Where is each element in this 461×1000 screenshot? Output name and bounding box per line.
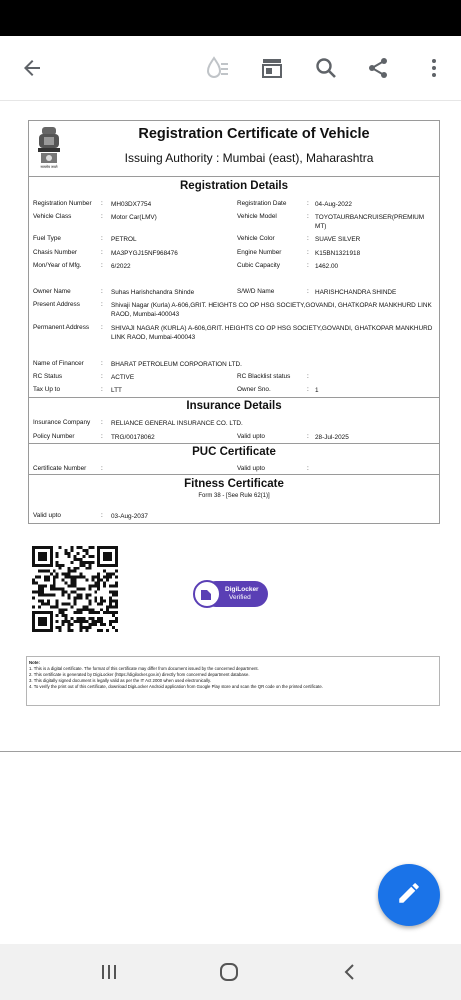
field-label: Registration Number: [33, 200, 92, 207]
note-heading: Note:: [29, 660, 40, 665]
divider: [29, 474, 439, 475]
field-label: Policy Number: [33, 433, 75, 440]
fuel-type: PETROL: [111, 236, 137, 243]
fitness-certificate-heading: Fitness Certificate: [184, 478, 284, 490]
digilocker-name: DigiLocker: [225, 586, 259, 593]
note-line: 2. This certificate is generated by DigiLocker (https://digilocker.gov.in) directly from concerned department database.: [29, 672, 250, 677]
field-label: Owner Name: [33, 288, 71, 295]
field-label: Valid upto: [237, 465, 265, 472]
app-toolbar: [0, 36, 461, 101]
recent-apps-icon[interactable]: [95, 958, 123, 986]
search-icon[interactable]: [310, 52, 342, 84]
field-label: Engine Number: [237, 249, 282, 256]
field-label: Registration Date: [237, 200, 287, 207]
field-label: Cubic Capacity: [237, 262, 280, 269]
edit-pencil-icon: [396, 880, 422, 911]
insurance-valid-upto: 28-Jul-2025: [315, 434, 349, 441]
fitness-form: Form 38 - [See Rule 62(1)]: [198, 493, 270, 499]
note-box: [26, 656, 440, 706]
registration-details-heading: Registration Details: [180, 180, 288, 192]
field-label: Owner Sno.: [237, 386, 271, 393]
more-options-icon[interactable]: [418, 52, 450, 84]
divider: [29, 443, 439, 444]
field-label: Valid upto: [33, 512, 61, 519]
field-label: Name of Financer: [33, 360, 84, 367]
note-line: 1. This is a digital certificate. The format of this certificate may differ from document issued by the concerned department.: [29, 666, 259, 671]
present-address: Shivaji Nagar (Kurla) A-606,GRIT. HEIGHTS CO OP HSG SOCIETY,GOVANDI, GHATKOPAR MANKHURD LINK RAOD, Mumbai-400043: [111, 302, 432, 318]
certificate-title: Registration Certificate of Vehicle: [138, 126, 370, 142]
policy-number: TRG/00178062: [111, 434, 155, 441]
page-view-icon[interactable]: [256, 52, 288, 84]
chasis-number: MA3PYGJ15NF968476: [111, 250, 178, 257]
insurance-details-heading: Insurance Details: [186, 400, 282, 412]
note-line: 4. To verify the print out of this certificate, download DigiLocker Android application from Google Play store and scan the QR code on the printed certificate.: [29, 684, 323, 689]
system-navigation-bar: [0, 944, 461, 1000]
engine-number: K15BN1321918: [315, 250, 361, 257]
field-label: Vehicle Color: [237, 235, 275, 242]
field-label: Permanent Address: [33, 324, 90, 331]
field-label: Insurance Company: [33, 419, 91, 426]
puc-certificate-heading: PUC Certificate: [192, 446, 276, 458]
manufacture-date: 6/2022: [111, 263, 131, 270]
vehicle-class: Motor Car(LMV): [111, 214, 157, 221]
field-label: Fuel Type: [33, 235, 61, 242]
registration-number: MH03DX7754: [111, 201, 152, 208]
status-bar: [0, 0, 461, 36]
field-label: Present Address: [33, 301, 80, 308]
field-label: Mon/Year of Mfg.: [33, 262, 82, 269]
field-label: S/W/D Name: [237, 288, 275, 295]
divider: [29, 176, 439, 177]
fitness-valid-upto: 03-Aug-2037: [111, 513, 148, 520]
home-icon[interactable]: [215, 958, 243, 986]
field-label: Chasis Number: [33, 249, 78, 256]
text-to-speech-icon[interactable]: [202, 52, 234, 84]
field-label: RC Blacklist status: [237, 373, 291, 380]
page-divider: [0, 751, 461, 752]
digilocker-verified-badge: [193, 580, 269, 608]
vehicle-color: SUAVE SILVER: [315, 236, 361, 243]
vehicle-model: TOYOTAURBANCRUISER(PREMIUM MT): [315, 214, 425, 230]
back-arrow-icon[interactable]: [16, 52, 48, 84]
share-icon[interactable]: [362, 52, 394, 84]
back-icon[interactable]: [336, 958, 364, 986]
insurance-company: RELIANCE GENERAL INSURANCE CO. LTD.: [111, 420, 243, 427]
divider: [29, 397, 439, 398]
tax-up-to: LTT: [111, 387, 122, 394]
swd-name: HARISHCHANDRA SHINDE: [315, 289, 397, 296]
field-label: Tax Up to: [33, 386, 60, 393]
field-label: Vehicle Class: [33, 213, 72, 220]
cubic-capacity: 1462.00: [315, 263, 339, 270]
note-line: 3. This digitally signed document is legally valid as per the IT Act 2000 when used electronically.: [29, 678, 212, 683]
owner-name: Suhas Harishchandra Shinde: [111, 289, 195, 296]
owner-sno: 1: [315, 387, 319, 394]
field-label: Valid upto: [237, 433, 265, 440]
registration-certificate: सत्यमेव जयते Registration Certificate of Vehicle Issuing Authority : Mumbai (east), Maharashtra Registration Details Registration Number : MH03DX7754 Registration Date : 04-Aug-2022 Vehicle Class : Motor Car(LMV) Vehicle Model : TOYOTAURBANCRUISER(PREMIUM MT) Fuel Type : PETROL Vehicle Color : SUAVE SILVER Chasis Number : MA3PYGJ15NF968476 Engine Number : K15BN1321918 Mon/Year of Mfg. : 6/2022 Cubic Capacity : 1462.00 Owner Name : Suhas Harishchandra Shinde S/W/D Name : HARISHCHANDRA SHINDE Present Address : Shivaji Nagar (Kurla) A-606,GRIT. HEIGHTS CO OP HSG SOCIETY,GOVANDI, GHATKOPAR MANKHURD LINK RAOD, Mumbai-400043 Permanent Address : SHIVAJI NAGAR (KURLA) A-606,GRIT. HEIGHTS CO OP HSG SOCIETY,GOVANDI, GHATKOPAR MANKHURD LINK RAOD, Mumbai-400043 Name of Financer : BHARAT PETROLEUM CORPORATION LTD. RC Status : ACTIVE RC Blacklist status : Tax Up to : LTT Owner Sno. : 1 Insurance Details Insurance Company : RELIANCE GENERAL INSURANCE CO. LTD. Policy Number : TRG/00178062 Valid upto : 28-Jul-2025 PUC Certificate Certificate Number : Valid upto : Fitness Certificate Form 38 - [See Rule 62(1)] Valid upto : 03-Aug-2037: [28, 120, 440, 524]
permanent-address: SHIVAJI NAGAR (KURLA) A-606,GRIT. HEIGHTS CO OP HSG SOCIETY,GOVANDI, GHATKOPAR MANKHURD LINK RAOD, Mumbai-400043: [111, 325, 433, 341]
issuing-authority: Issuing Authority : Mumbai (east), Maharashtra: [124, 151, 374, 165]
field-label: Vehicle Model: [237, 213, 277, 220]
registration-date: 04-Aug-2022: [315, 201, 352, 208]
field-label: Certificate Number: [33, 465, 87, 472]
qr-code: [32, 546, 118, 632]
field-label: RC Status: [33, 373, 63, 380]
financer-name: BHARAT PETROLEUM CORPORATION LTD.: [111, 361, 242, 368]
rc-status: ACTIVE: [111, 374, 135, 381]
edit-button[interactable]: [378, 864, 440, 926]
emblem-caption: सत्यमेव जयते: [40, 165, 58, 169]
digilocker-status: Verified: [229, 594, 251, 601]
